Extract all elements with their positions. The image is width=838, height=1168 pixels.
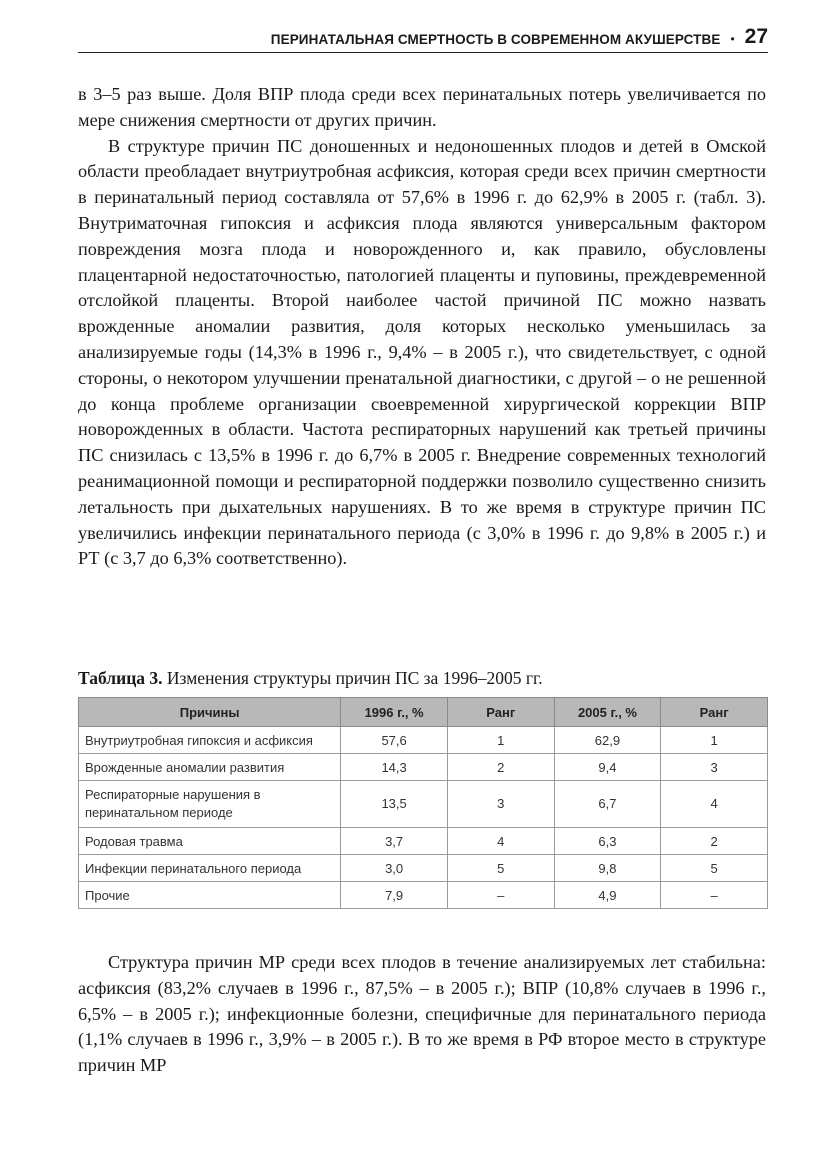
cause-cell: Внутриутробная гипоксия и асфиксия bbox=[79, 727, 341, 754]
table-row bbox=[79, 754, 768, 781]
table-row bbox=[79, 855, 768, 882]
header-cell-rank-2005: Ранг bbox=[661, 698, 768, 727]
cause-cell: Респираторные нарушения в перинатальном периоде bbox=[79, 781, 341, 828]
rank-cell: 1 bbox=[447, 727, 554, 754]
table-caption-text: Изменения структуры причин ПС за 1996–2005 гг. bbox=[162, 668, 543, 688]
value-cell: 62,9 bbox=[554, 727, 661, 754]
rank-cell: 2 bbox=[661, 828, 768, 855]
rank-cell: 5 bbox=[661, 855, 768, 882]
value-cell: 14,3 bbox=[341, 754, 448, 781]
header-bullet: • bbox=[730, 32, 735, 46]
paragraph: В структуре причин ПС доношенных и недоношенных плодов и детей в Омской области преобладает внутриутробная асфиксия, которая среди всех причин смертности в перинатальный период составляла от 57,6% в 1996 г. до 62,9% в 2005 г. (табл. 3). Внутриматочная гипоксия и асфиксия плода являются универсальным фактором повреждения мозга плода и новорожденного и, как правило, обусловлены плацентарной недостаточностью, патологией плаценты и пуповины, преждевременной отслойкой плаценты. Второй наиболее частой причиной ПС можно назвать врожденные аномалии развития, доля которых несколько уменьшилась за анализируемые годы (14,3% в 1996 г., 9,4% – в 2005 г.), что свидетельствует, с одной стороны, о некотором улучшении пренатальной диагностики, с другой – о не решенной до конца проблеме организации своевременной хирургической коррекции ВПР новорожденных в области. Частота респираторных нарушений как третьей причины ПС снизилась с 13,5% в 1996 г. до 6,7% в 2005 г. Внедрение современных технологий реанимационной помощи и респираторной поддержки позволило существенно снизить летальность при дыхательных нарушениях. В то же время в структуре причин ПС увеличились инфекции перинатального периода (с 3,0% в 1996 г. до 9,8% в 2005 г.) и РТ (с 3,7 до 6,3% соответственно). bbox=[78, 135, 766, 569]
table-row bbox=[79, 882, 768, 909]
header-cell-rank-1996: Ранг bbox=[447, 698, 554, 727]
value-cell: 6,7 bbox=[554, 781, 661, 828]
body-text-bottom bbox=[78, 950, 766, 1079]
rank-cell: 4 bbox=[661, 781, 768, 828]
cause-cell: Родовая травма bbox=[79, 828, 341, 855]
running-header bbox=[78, 26, 768, 53]
table-row bbox=[79, 781, 768, 828]
table-row bbox=[79, 828, 768, 855]
paragraph: в 3–5 раз выше. Доля ВПР плода среди всех перинатальных потерь увеличивается по мере снижения смертности от других причин. bbox=[78, 84, 766, 130]
rank-cell: 3 bbox=[447, 781, 554, 828]
rank-cell: – bbox=[661, 882, 768, 909]
cause-cell: Врожденные аномалии развития bbox=[79, 754, 341, 781]
rank-cell: 3 bbox=[661, 754, 768, 781]
value-cell: 7,9 bbox=[341, 882, 448, 909]
rank-cell: – bbox=[447, 882, 554, 909]
table-caption-label: Таблица 3. bbox=[78, 668, 163, 688]
causes-table bbox=[78, 697, 768, 909]
value-cell: 9,8 bbox=[554, 855, 661, 882]
cause-cell: Прочие bbox=[79, 882, 341, 909]
value-cell: 6,3 bbox=[554, 828, 661, 855]
value-cell: 4,9 bbox=[554, 882, 661, 909]
paragraph: Структура причин МР среди всех плодов в течение анализируемых лет стабильна: асфиксия (83,2% случаев в 1996 г., 87,5% – в 2005 г.); ВПР (10,8% случаев в 1996 г., 6,5% – в 2005 г.); инфекционные болезни, специфичные для перинатального периода (1,1% случаев в 1996 г., 3,9% – в 2005 г.). В то же время в РФ второе место в структуре причин МР bbox=[78, 952, 766, 1076]
table-caption bbox=[78, 668, 766, 689]
table-row bbox=[79, 727, 768, 754]
body-text-top bbox=[78, 82, 766, 572]
header-cell-1996: 1996 г., % bbox=[341, 698, 448, 727]
table-header-row bbox=[79, 698, 768, 727]
rank-cell: 2 bbox=[447, 754, 554, 781]
value-cell: 3,0 bbox=[341, 855, 448, 882]
value-cell: 13,5 bbox=[341, 781, 448, 828]
rank-cell: 1 bbox=[661, 727, 768, 754]
rank-cell: 4 bbox=[447, 828, 554, 855]
rank-cell: 5 bbox=[447, 855, 554, 882]
page-number: 27 bbox=[744, 25, 768, 48]
value-cell: 3,7 bbox=[341, 828, 448, 855]
header-cell-causes: Причины bbox=[79, 698, 341, 727]
value-cell: 9,4 bbox=[554, 754, 661, 781]
cause-cell: Инфекции перинатального периода bbox=[79, 855, 341, 882]
running-title: ПЕРИНАТАЛЬНАЯ СМЕРТНОСТЬ В СОВРЕМЕННОМ АКУШЕРСТВЕ bbox=[270, 31, 721, 47]
value-cell: 57,6 bbox=[341, 727, 448, 754]
header-cell-2005: 2005 г., % bbox=[554, 698, 661, 727]
